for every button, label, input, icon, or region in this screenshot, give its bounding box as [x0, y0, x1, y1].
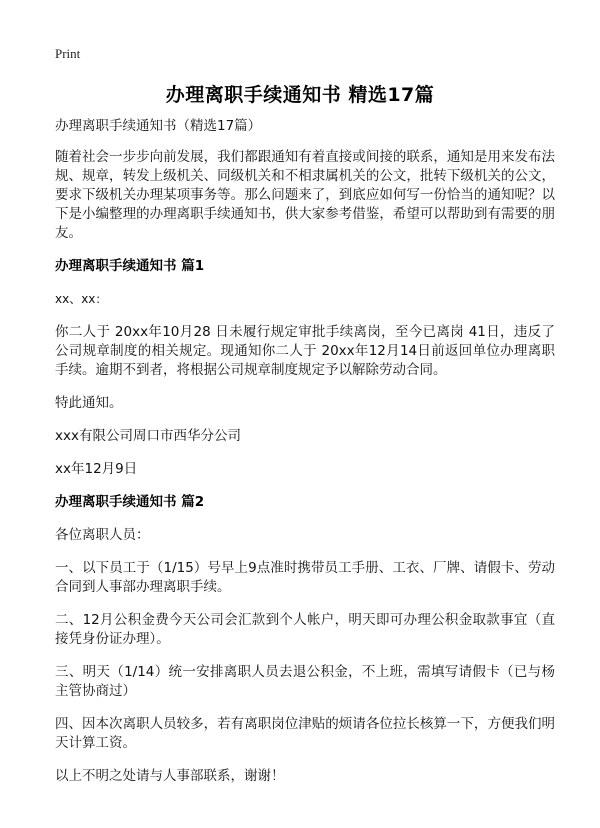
list-item: 四、因本次离职人员较多，若有离职岗位津贴的烦请各位拉长核算一下，方便我们明天计算工资。	[55, 716, 555, 751]
salutation-1: xx、xx：	[55, 292, 108, 306]
notice-body-1: 你二人于 20xx年10月28 日未履行规定审批手续离岗，至今已离岗 41日，违反了公司规章制度的相关规定。现通知你二人于 20xx年12月14日前返回单位办理离职手续。逾期不到者，将根据公司规章制度规定予以解除劳动合同。	[55, 324, 555, 378]
list-item: 一、以下员工于（1/15）号早上9点准时携带员工手册、工衣、厂牌、请假卡、劳动合同到人事部办理离职手续。	[55, 560, 555, 595]
signature-1: xxx有限公司周口市西华分公司	[55, 428, 241, 444]
closing-1: 特此通知。	[55, 395, 123, 411]
intro-paragraph: 随着社会一步步向前发展，我们都跟通知有着直接或间接的联系，通知是用来发布法规、规章，转发上级机关、同级机关和不相隶属机关的公文，批转下级机关的公文，要求下级机关办理某项事务等。那么问题来了，到底应如何写一份恰当的通知呢？以下是小编整理的办理离职手续通知书，供大家参考借鉴，希望可以帮助到有需要的朋友。	[55, 149, 555, 241]
document-body	[55, 117, 555, 800]
document-subtitle: 办理离职手续通知书（精选17篇）	[55, 118, 262, 134]
section-heading-1: 办理离职手续通知书 篇1	[55, 258, 205, 274]
date-1: xx年12月9日	[55, 461, 138, 477]
list-item: 三、明天（1/14）统一安排离职人员去退公积金，不上班，需填写请假卡（已与杨主管协商过）	[55, 664, 555, 699]
closing-2: 以上不明之处请与人事部联系，谢谢！	[55, 768, 285, 784]
print-label[interactable]: Print	[55, 46, 81, 61]
list-item: 二、12月公积金费今天公司会汇款到个人帐户，明天即可办理公积金取款事宜（直接凭身份证办理）。	[55, 612, 555, 647]
salutation-2: 各位离职人员：	[55, 527, 150, 543]
page-title: 办理离职手续通知书 精选17篇	[165, 84, 435, 106]
section-heading-2: 办理离职手续通知书 篇2	[55, 494, 205, 510]
